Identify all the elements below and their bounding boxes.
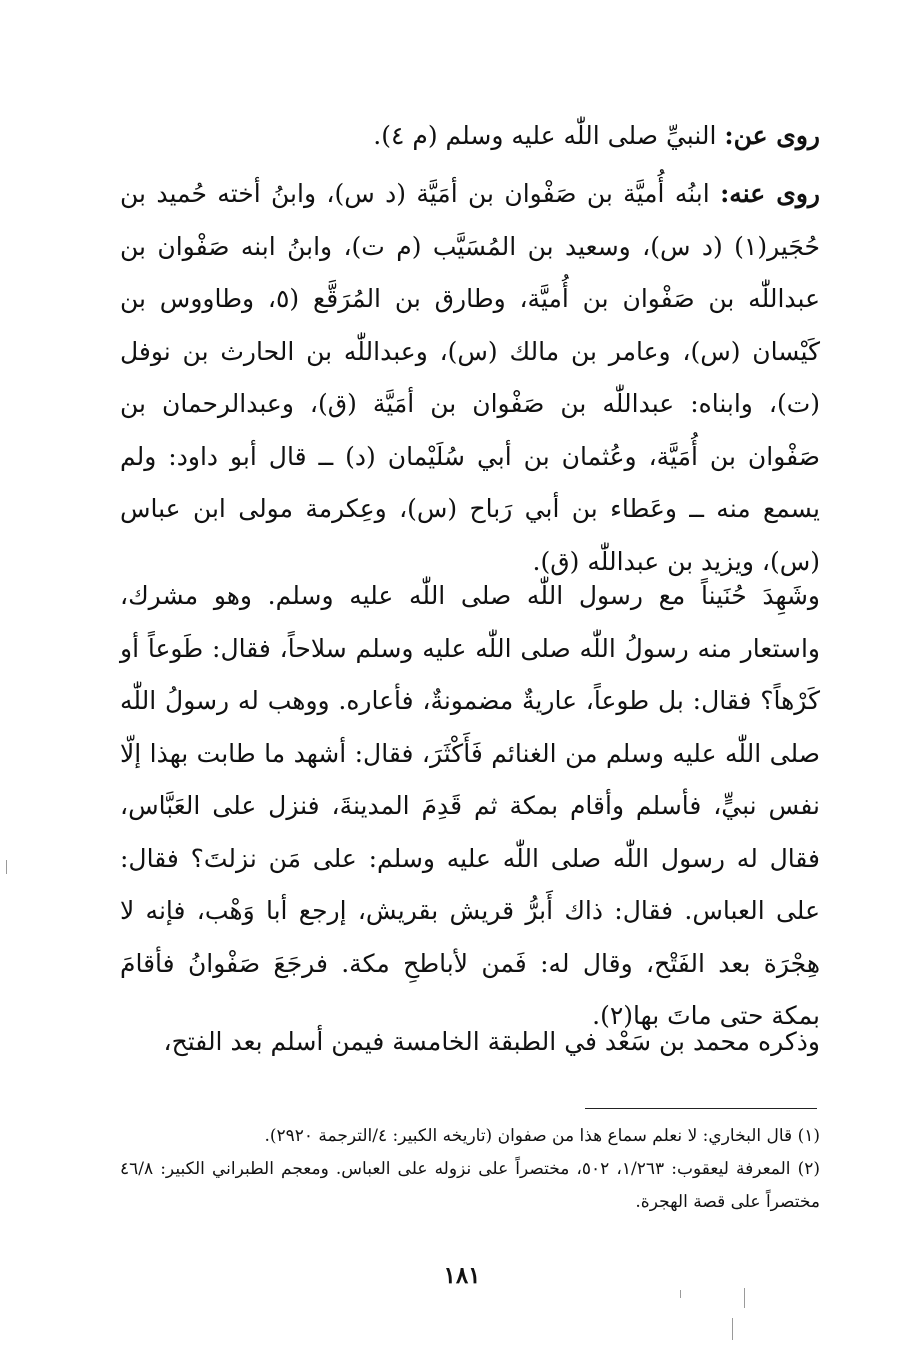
scan-artifact-mark	[6, 860, 7, 874]
scan-artifact-mark	[680, 1290, 681, 1298]
footnote-1	[120, 1120, 820, 1153]
ibn-sad-paragraph	[120, 1016, 820, 1069]
narrated-from-paragraph	[120, 110, 820, 163]
footnote-marker: (١)	[797, 1126, 820, 1146]
footnote-text: قال البخاري: لا نعلم سماع هذا من صفوان (تاريخه الكبير: ٤/الترجمة ٢٩٢٠).	[264, 1126, 798, 1146]
narrated-from-text: النبيِّ صلى اللّٰه عليه وسلم (م ٤).	[373, 121, 725, 150]
narrators-label: روى عنه:	[720, 179, 820, 208]
footnotes-section	[120, 1120, 820, 1219]
scan-artifact-mark	[744, 1288, 745, 1308]
footnote-divider	[585, 1108, 817, 1109]
scan-artifact-mark	[732, 1318, 733, 1340]
footnote-2	[120, 1153, 820, 1219]
ibn-sad-text: وذكره محمد بن سَعْد في الطبقة الخامسة فيمن أسلم بعد الفتح،	[163, 1027, 820, 1056]
page-number: ١٨١	[443, 1262, 481, 1289]
narrators-paragraph	[120, 168, 820, 588]
footnote-marker: (٢)	[797, 1159, 821, 1179]
narrated-from-label: روى عن:	[724, 121, 820, 150]
biography-paragraph	[120, 570, 820, 1043]
narrators-text: ابنُه أُميَّة بن صَفْوان بن أمَيَّة (د س)، وابنُ أخته حُميد بن حُجَير(١) (د س)، وسعيد بن المُسَيَّب (م ت)، وابنُ ابنه صَفْوان بن عبداللّٰه بن صَفْوان بن أُميَّة، وطارق بن المُرَقَّع (٥، وطاووس بن كَيْسان (س)، وعامر بن مالك (س)، وعبداللّٰه بن الحارث بن نوفل (ت)، وابناه: عبداللّٰه بن صَفْوان بن أمَيَّة (ق)، وعبدالرحمان بن صَفْوان بن أُمَيَّة، وعُثمان بن أبي سُلَيْمان (د) ــ قال أبو داود: ولم يسمع منه ــ وعَطاء بن أبي رَباح (س)، وعِكرمة مولى ابن عباس (س)، ويزيد بن عبداللّٰه (ق).	[120, 179, 820, 576]
biography-text: وشَهِدَ حُنَيناً مع رسول اللّٰه صلى اللّٰه عليه وسلم. وهو مشرك، واستعار منه رسولُ اللّٰه صلى اللّٰه عليه وسلم سلاحاً، فقال: طَوعاً أو كَرْهاً؟ فقال: بل طوعاً، عاريةٌ مضمونةٌ، فأعاره. ووهب له رسولُ اللّٰه صلى اللّٰه عليه وسلم من الغنائم فَأَكْثَرَ، فقال: أشهد ما طابت بهذا إلّا نفس نبيٍّ، فأسلم وأقام بمكة ثم قَدِمَ المدينةَ، فنزل على العَبَّاس، فقال له رسول اللّٰه صلى اللّٰه عليه وسلم: على مَن نزلتَ؟ فقال: على العباس. فقال: ذاك أَبرُّ قريش بقريش، إرجع أبا وَهْب، فإنه لا هِجْرَة بعد الفَتْح، وقال له: فَمن لأباطحِ مكة. فرجَعَ صَفْوانُ فأقامَ بمكة حتى ماتَ بها(٢).	[120, 581, 820, 1030]
footnote-text: المعرفة ليعقوب: ١/٢٦٣، ٥٠٢، مختصراً على نزوله على العباس. ومعجم الطبراني الكبير: ٤٦/٨ مختصراً على قصة الهجرة.	[120, 1159, 820, 1212]
